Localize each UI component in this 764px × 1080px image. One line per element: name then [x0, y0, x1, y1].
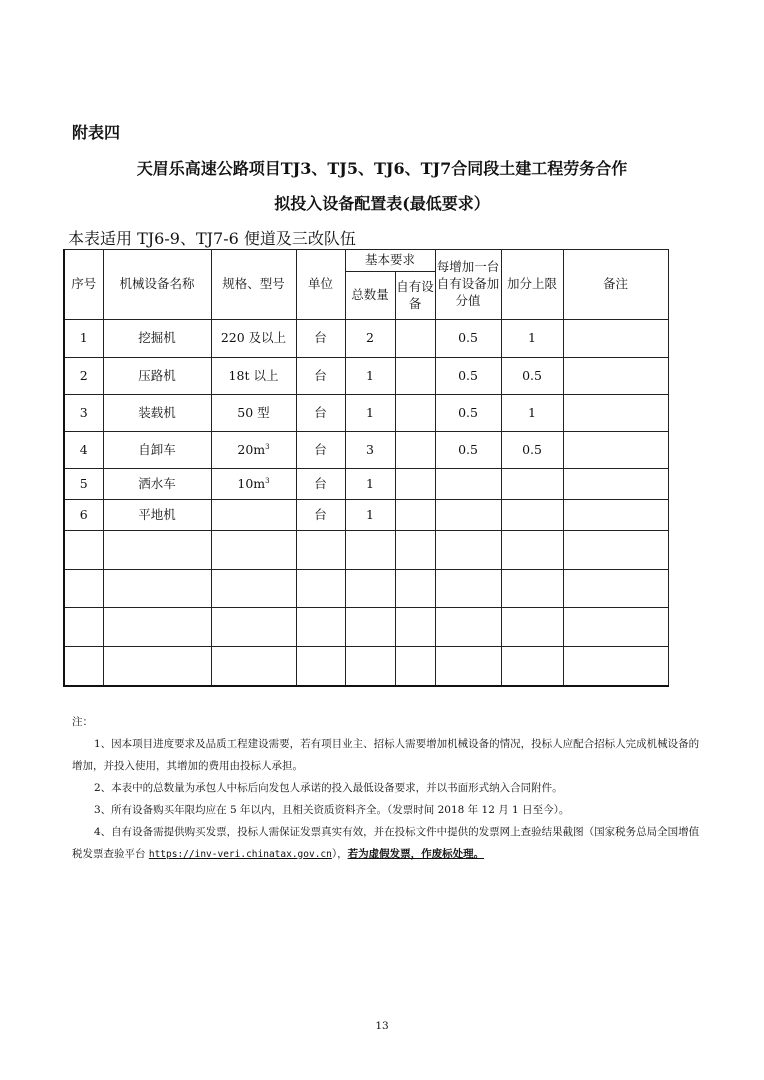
spec-cell [211, 395, 296, 432]
table-row [64, 432, 668, 469]
name-cell: 压路机 [103, 358, 211, 395]
unit-cell: 台 [296, 432, 345, 469]
seq-cell [64, 531, 103, 570]
name-cell: 装载机 [103, 395, 211, 432]
bonus-cell: 0.5 [435, 320, 501, 358]
name-cell [103, 608, 211, 647]
spec-text: 18t 以上 [228, 367, 279, 383]
self-owned-cell [395, 469, 435, 500]
note-2: 2、本表中的总数量为承包人中标后向发包人承诺的投入最低设备要求，并以书面形式纳入合同附件。 [94, 782, 563, 794]
qty-cell [345, 570, 395, 608]
unit-cell: 台 [296, 395, 345, 432]
seq-cell: 5 [64, 469, 103, 500]
scope-note: 本表适用 TJ6-9、TJ7-6 便道及三改队伍 [68, 229, 356, 248]
seq-cell: 2 [64, 358, 103, 395]
name-cell [103, 647, 211, 686]
header-remark: 备注 [563, 250, 668, 320]
bonus-cell: 0.5 [435, 395, 501, 432]
invoice-verify-link[interactable]: https://inv-veri.chinatax.gov.cn [148, 849, 332, 860]
self-owned-cell [395, 395, 435, 432]
note-1: 1、因本项目进度要求及品质工程建设需要，若有项目业主、招标人需要增加机械设备的情况，投标人应配合招标人完成机械设备的增加，并投入使用，其增加的费用由投标人承担。 [72, 738, 700, 772]
spec-cell [211, 432, 296, 469]
note-4 [72, 821, 702, 866]
cap-cell [501, 469, 563, 500]
cap-cell [501, 608, 563, 647]
header-name: 机械设备名称 [103, 250, 211, 320]
table-row [64, 608, 668, 647]
qty-cell [345, 647, 395, 686]
spec-unit-superscript: 3 [265, 476, 270, 485]
notes-label: 注： [72, 716, 93, 728]
bonus-cell [435, 469, 501, 500]
seq-cell [64, 608, 103, 647]
cap-cell: 0.5 [501, 358, 563, 395]
self-owned-cell [395, 570, 435, 608]
qty-cell: 1 [345, 395, 395, 432]
name-cell: 洒水车 [103, 469, 211, 500]
bonus-cell [435, 608, 501, 647]
document-title-line2: 拟投入设备配置表(最低要求） [274, 194, 490, 213]
qty-cell: 3 [345, 432, 395, 469]
self-owned-cell [395, 608, 435, 647]
note-4-mid: ）， [331, 848, 348, 860]
spec-cell [211, 531, 296, 570]
spec-cell [211, 647, 296, 686]
name-cell: 挖掘机 [103, 320, 211, 358]
unit-cell: 台 [296, 358, 345, 395]
page-number: 13 [375, 1020, 389, 1032]
cap-cell: 1 [501, 395, 563, 432]
cap-cell [501, 531, 563, 570]
seq-cell [64, 570, 103, 608]
notes-section [72, 711, 702, 866]
unit-cell: 台 [296, 320, 345, 358]
unit-cell [296, 531, 345, 570]
spec-text: 50 型 [237, 404, 270, 420]
seq-cell: 6 [64, 500, 103, 531]
qty-cell: 1 [345, 500, 395, 531]
table-row [64, 647, 668, 686]
qty-cell: 2 [345, 320, 395, 358]
qty-cell: 1 [345, 358, 395, 395]
note-4-text: 4、自有设备需提供购买发票，投标人需保证发票真实有效，并在投标文件中提供的发票网上查验结果截图（国家税务总局全国增值税发票查验平台 [72, 826, 700, 860]
cap-cell [501, 647, 563, 686]
equipment-table [63, 249, 669, 687]
qty-cell [345, 531, 395, 570]
bonus-cell [435, 500, 501, 531]
header-spec: 规格、型号 [211, 250, 296, 320]
remark-cell [563, 320, 668, 358]
self-owned-cell [395, 647, 435, 686]
unit-cell [296, 570, 345, 608]
spec-text: 20m [237, 441, 266, 457]
header-total-qty: 总数量 [345, 272, 395, 320]
qty-cell: 1 [345, 469, 395, 500]
seq-cell: 4 [64, 432, 103, 469]
table-row [64, 531, 668, 570]
seq-cell: 1 [64, 320, 103, 358]
self-owned-cell [395, 432, 435, 469]
seq-cell: 3 [64, 395, 103, 432]
unit-cell [296, 608, 345, 647]
spec-cell [211, 500, 296, 531]
name-cell [103, 531, 211, 570]
name-cell: 自卸车 [103, 432, 211, 469]
header-bonus-per-unit: 每增加一台自有设备加分值 [435, 250, 501, 320]
name-cell [103, 570, 211, 608]
header-seq: 序号 [64, 250, 103, 320]
bonus-cell [435, 531, 501, 570]
document-title-line1: 天眉乐高速公路项目TJ3、TJ5、TJ6、TJ7合同段土建工程劳务合作 [136, 159, 628, 178]
remark-cell [563, 531, 668, 570]
header-self-owned: 自有设备 [395, 272, 435, 320]
header-bonus-cap: 加分上限 [501, 250, 563, 320]
self-owned-cell [395, 358, 435, 395]
spec-text: 10m [237, 475, 266, 491]
table-row [64, 320, 668, 358]
remark-cell [563, 469, 668, 500]
bonus-cell: 0.5 [435, 358, 501, 395]
table-row [64, 500, 668, 531]
unit-cell: 台 [296, 469, 345, 500]
cap-cell: 0.5 [501, 432, 563, 469]
note-4-warning: 若为虚假发票，作废标处理。 [347, 848, 485, 860]
remark-cell [563, 432, 668, 469]
bonus-cell: 0.5 [435, 432, 501, 469]
bonus-cell [435, 570, 501, 608]
table-row [64, 358, 668, 395]
self-owned-cell [395, 531, 435, 570]
remark-cell [563, 570, 668, 608]
remark-cell [563, 608, 668, 647]
seq-cell [64, 647, 103, 686]
unit-cell: 台 [296, 500, 345, 531]
table-row [64, 395, 668, 432]
spec-cell [211, 608, 296, 647]
note-3: 3、所有设备购买年限均应在 5 年以内，且相关资质资料齐全。（发票时间 2018 年 12 月 1 日至今）。 [94, 804, 570, 816]
remark-cell [563, 500, 668, 531]
remark-cell [563, 647, 668, 686]
spec-cell [211, 469, 296, 500]
cap-cell: 1 [501, 320, 563, 358]
table-row [64, 570, 668, 608]
spec-cell [211, 358, 296, 395]
spec-unit-superscript: 3 [265, 442, 270, 451]
spec-cell [211, 570, 296, 608]
remark-cell [563, 358, 668, 395]
qty-cell [345, 608, 395, 647]
header-basic-requirement: 基本要求 [345, 250, 435, 272]
self-owned-cell [395, 500, 435, 531]
remark-cell [563, 395, 668, 432]
cap-cell [501, 500, 563, 531]
bonus-cell [435, 647, 501, 686]
self-owned-cell [395, 320, 435, 358]
cap-cell [501, 570, 563, 608]
unit-cell [296, 647, 345, 686]
spec-cell [211, 320, 296, 358]
name-cell: 平地机 [103, 500, 211, 531]
header-unit: 单位 [296, 250, 345, 320]
table-row [64, 469, 668, 500]
spec-text: 220 及以上 [220, 330, 287, 346]
appendix-label: 附表四 [72, 123, 121, 142]
